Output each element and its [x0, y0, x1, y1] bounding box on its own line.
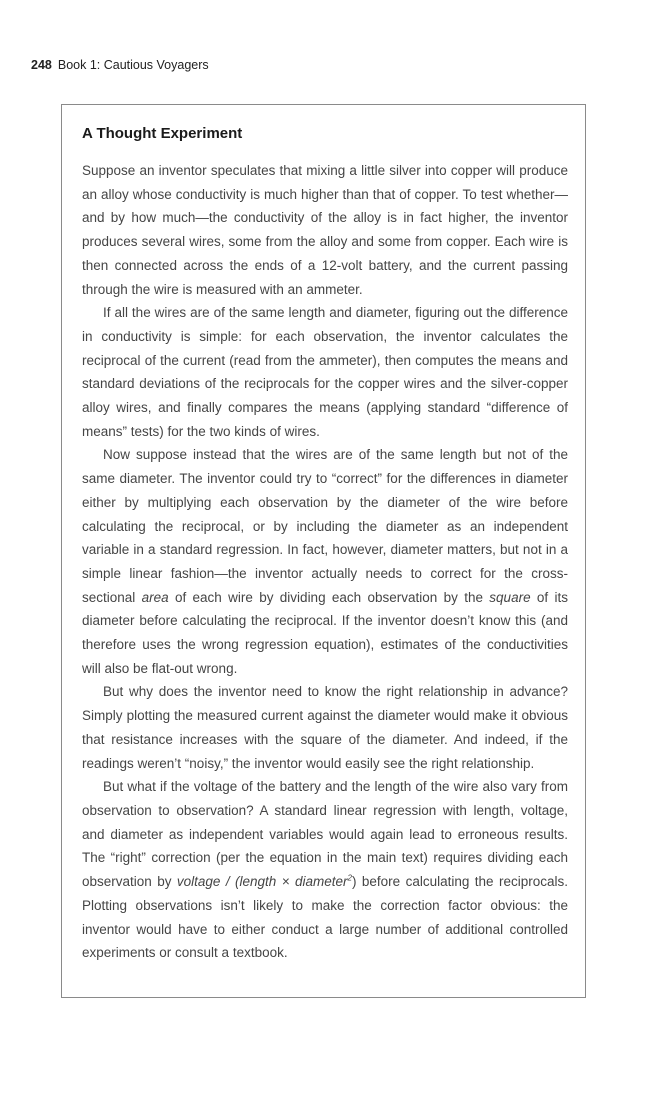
emphasis-square: square — [489, 589, 531, 605]
emphasis-area: area — [141, 589, 169, 605]
paragraph-2: If all the wires are of the same length and diameter, figuring out the difference in conductivity is simple: for each observation, the inventor calculates the reciprocal of the current (read from the ammeter), then computes the means and standard deviations of the reciprocals for the copper wires and the silver-copper alloy wires, and finally compares the means (applying standard “difference of means” tests) for the two kinds of wires. — [82, 305, 568, 439]
book-title: Book 1: Cautious Voyagers — [57, 58, 209, 72]
page-number: 248 — [31, 58, 52, 72]
paragraph-3-text-b: of each wire by dividing each observation by the — [168, 589, 490, 605]
paragraph-3 — [82, 443, 568, 680]
sidebar-title: A Thought Experiment — [82, 125, 243, 142]
running-head — [31, 58, 209, 72]
formula-close: ) — [351, 874, 357, 890]
formula — [177, 874, 352, 889]
paragraph-4: But why does the inventor need to know the right relationship in advance? Simply plotting the measured current against the diameter would make it obvious that resistance increases with the square of the diameter. And indeed, if the readings weren’t “noisy,” the inventor would easily see the right relationship. — [82, 684, 568, 771]
paragraph-5-text-b: before calculating the reciprocals. Plotting observations isn’t likely to make the correction factor obvious: the inventor would have to either conduct a large number of additional controlled experiments or consult a textbook. — [82, 874, 568, 961]
paragraph-5 — [82, 775, 568, 965]
sidebar-box — [61, 104, 586, 998]
paragraph-3-text-a: Now suppose instead that the wires are of the same length but not of the same diameter. The inventor could try to “correct” for the differences in diameter either by multiplying each observation by the diameter of the wire before calculating the reciprocal, or by including the diameter as an independent variable in a standard regression. In fact, however, diameter matters, but not in a simple linear fashion—the inventor actually needs to correct for the cross-sectional — [82, 447, 568, 605]
formula-exponent: 2 — [347, 873, 352, 883]
sidebar-body — [82, 159, 568, 965]
paragraph-3-text-c: of its diameter before calculating the reciprocal. If the inventor doesn’t know this (and therefore uses the wrong regression equation), estimates of the conductivities will also be flat-out wrong. — [82, 589, 568, 676]
paragraph-1: Suppose an inventor speculates that mixing a little silver into copper will produce an alloy whose conductivity is much higher than that of copper. To test whether—and by how much—the conductivity of the alloy is in fact higher, the inventor produces several wires, some from the alloy and some from copper. Each wire is then connected across the ends of a 12-volt battery, and the current passing through the wire is measured with an ammeter. — [82, 163, 568, 297]
formula-text: voltage / (length × diameter — [176, 874, 348, 890]
paragraph-5-text-a: But what if the voltage of the battery and the length of the wire also vary from observation to observation? A standard linear regression with length, voltage, and diameter as independent variables would again lead to erroneous results. The “right” correction (per the equation in the main text) requires dividing each observation by — [82, 779, 568, 890]
